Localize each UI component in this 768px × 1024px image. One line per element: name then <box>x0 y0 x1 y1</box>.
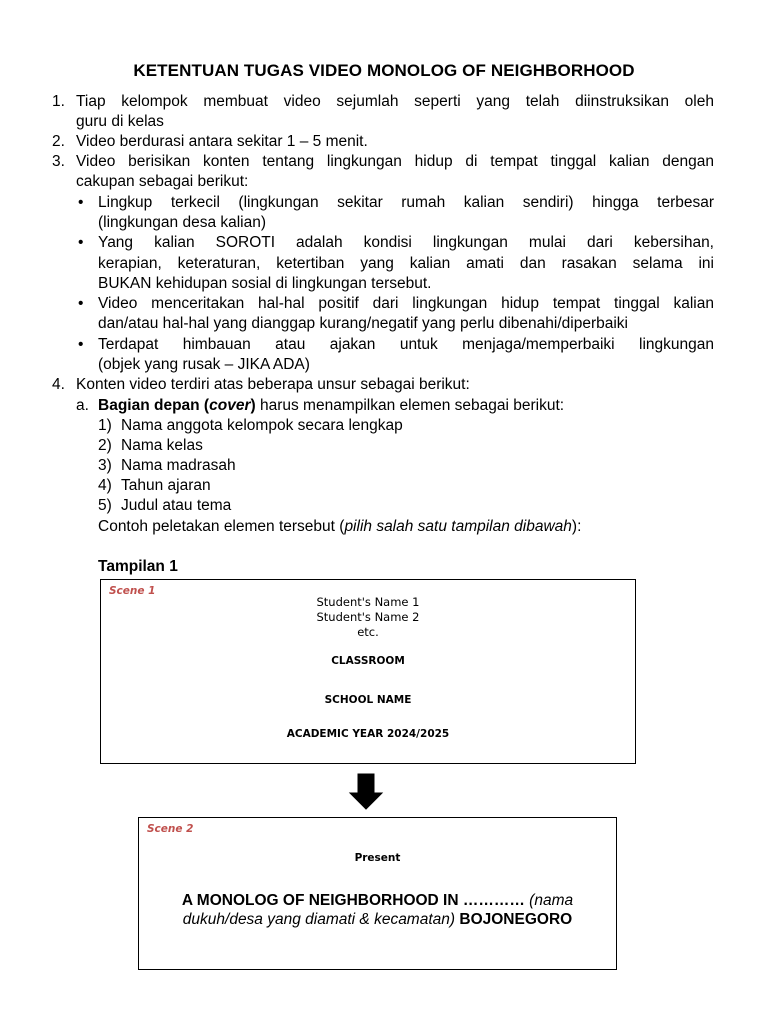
student-name-1: Student's Name 1 <box>316 595 420 609</box>
element-1-number: 1) <box>98 417 112 434</box>
element-2-text: Nama kelas <box>121 437 203 454</box>
scene-2-label: Scene 2 <box>147 823 194 835</box>
scene-2-box <box>138 817 617 970</box>
item-1-line-2: guru di kelas <box>76 113 164 130</box>
example-line <box>98 517 581 537</box>
student-name-etc: etc. <box>357 625 379 639</box>
classroom-text: CLASSROOM <box>331 655 405 667</box>
example-italic: pilih salah satu tampilan dibawah <box>344 518 572 535</box>
school-name-text: SCHOOL NAME <box>324 694 412 706</box>
item-3-line-2: cakupan sebagai berikut: <box>76 173 249 190</box>
tampilan-title: Tampilan 1 <box>98 558 178 575</box>
sub-a-line <box>98 396 564 416</box>
scene-1-box <box>100 579 636 764</box>
item-1-number: 1. <box>52 93 65 110</box>
item-2-line-1: Video berdurasi antara sekitar 1 – 5 menit. <box>76 133 368 150</box>
present-text: Present <box>354 852 401 864</box>
element-1-text: Nama anggota kelompok secara lengkap <box>121 417 403 434</box>
sub-a-rest: harus menampilkan elemen sebagai berikut: <box>255 397 565 414</box>
element-5-number: 5) <box>98 497 112 514</box>
sub-a-bold-tail: ) <box>250 397 256 414</box>
document-title: KETENTUAN TUGAS VIDEO MONOLOG OF NEIGHBORHOOD <box>133 61 635 80</box>
element-2-number: 2) <box>98 437 112 454</box>
bullet-4-line-1: Terdapat himbauan atau ajakan untuk menjaga/memperbaiki lingkungan <box>98 336 714 353</box>
element-4-number: 4) <box>98 477 112 494</box>
monolog-title-line-2 <box>139 910 616 929</box>
example-lead: Contoh peletakan elemen tersebut ( <box>98 518 345 535</box>
bullet-dot-4: • <box>78 336 84 353</box>
sub-a-bold-lead: Bagian depan ( <box>98 397 210 414</box>
student-name-2: Student's Name 2 <box>316 610 420 624</box>
bullet-2-line-3: BUKAN kehidupan sosial di lingkungan tersebut. <box>98 275 432 292</box>
monolog-title-line-1 <box>139 891 616 910</box>
bullet-2-line-2: kerapian, keteraturan, ketertiban yang kalian amati dan rasakan selama ini <box>98 255 714 272</box>
bullet-dot-2: • <box>78 234 84 251</box>
monolog-title-italic: (nama <box>524 892 574 909</box>
arrow-down-icon <box>348 773 384 811</box>
bullet-2-line-1: Yang kalian SOROTI adalah kondisi lingkungan mulai dari kebersihan, <box>98 234 714 251</box>
bullet-3-line-2: dan/atau hal-hal yang dianggap kurang/negatif yang perlu dibenahi/diperbaiki <box>98 315 628 332</box>
item-4-number: 4. <box>52 376 65 393</box>
item-3-number: 3. <box>52 153 65 170</box>
element-3-text: Nama madrasah <box>121 457 236 474</box>
bullet-1-line-2: (lingkungan desa kalian) <box>98 214 267 231</box>
element-5-text: Judul atau tema <box>121 497 232 514</box>
bullet-dot-3: • <box>78 295 84 312</box>
element-3-number: 3) <box>98 457 112 474</box>
bullet-4-line-2: (objek yang rusak – JIKA ADA) <box>98 356 310 373</box>
academic-year-text: ACADEMIC YEAR 2024/2025 <box>286 728 450 740</box>
monolog-location-bold: BOJONEGORO <box>455 911 573 928</box>
item-3-line-1: Video berisikan konten tentang lingkungan hidup di tempat tinggal kalian dengan <box>76 153 714 170</box>
monolog-title-bold: A MONOLOG OF NEIGHBORHOOD IN ………… <box>181 892 525 909</box>
sub-a-letter: a. <box>76 397 89 414</box>
example-tail: ): <box>571 518 582 535</box>
item-4-line-1: Konten video terdiri atas beberapa unsur sebagai berikut: <box>76 376 470 393</box>
bullet-1-line-1: Lingkup terkecil (lingkungan sekitar rumah kalian sendiri) hingga terbesar <box>98 194 714 211</box>
scene-1-label: Scene 1 <box>109 585 156 597</box>
bullet-dot-1: • <box>78 194 84 211</box>
item-2-number: 2. <box>52 133 65 150</box>
monolog-location-italic: dukuh/desa yang diamati & kecamatan) <box>182 911 456 928</box>
sub-a-bold-italic: cover <box>209 397 251 414</box>
element-4-text: Tahun ajaran <box>121 477 211 494</box>
bullet-3-line-1: Video menceritakan hal-hal positif dari lingkungan hidup tempat tinggal kalian <box>98 295 714 312</box>
item-1-line-1: Tiap kelompok membuat video sejumlah seperti yang telah diinstruksikan oleh <box>76 93 714 110</box>
